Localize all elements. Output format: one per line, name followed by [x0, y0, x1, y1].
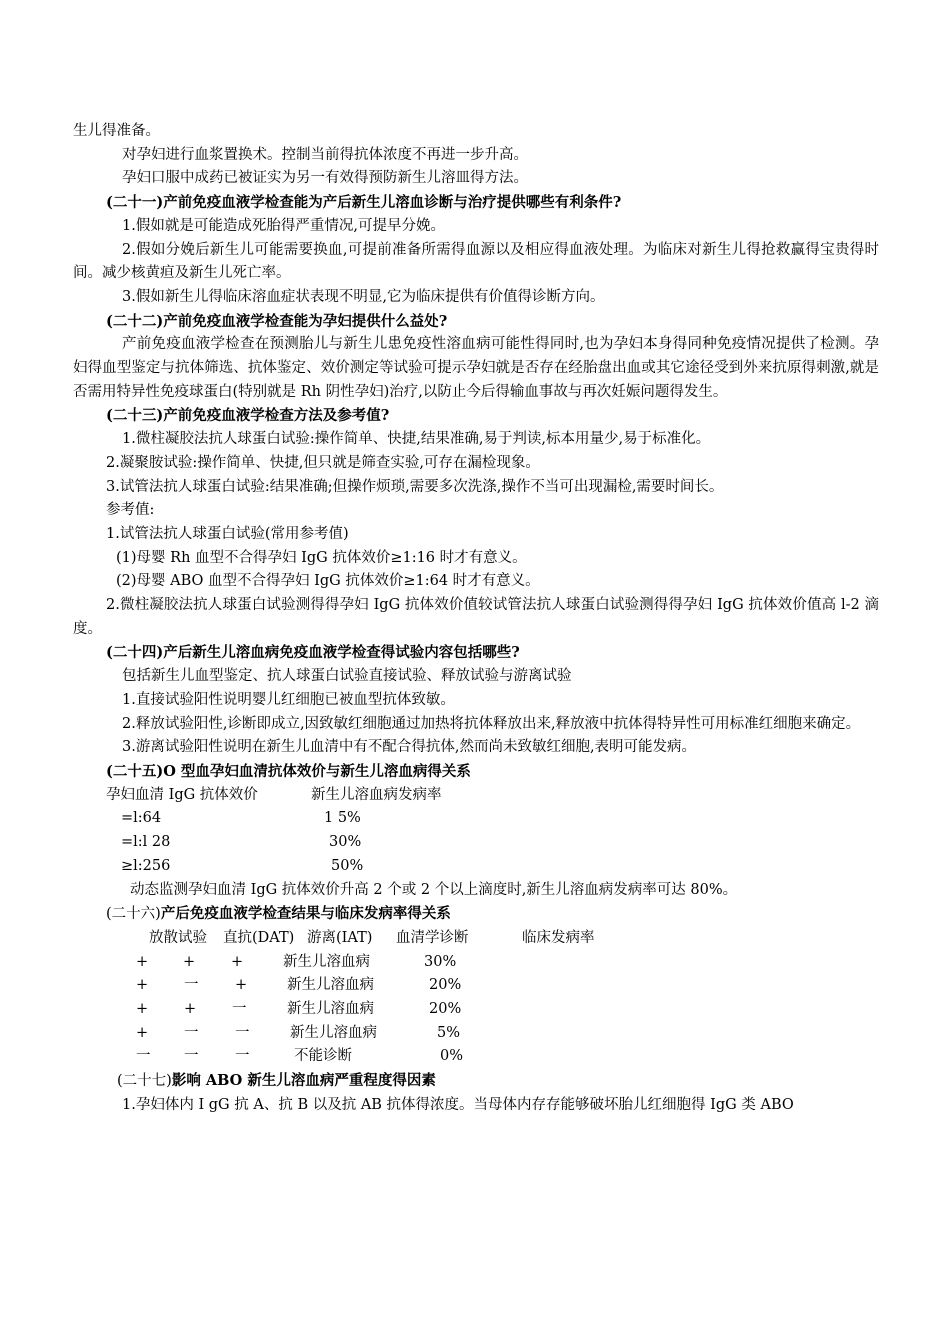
postnatal-table-header	[73, 927, 879, 951]
table-cell: 50%	[331, 857, 364, 874]
paragraph: (1)母婴 Rh 血型不合得孕妇 IgG 抗体效价≥1:16 时才有意义。	[116, 549, 527, 566]
paragraph: 参考值:	[106, 502, 155, 519]
postnatal-results-table	[73, 927, 879, 1069]
table-cell: 一	[232, 1001, 247, 1018]
heading-title: 产后免疫血液学检查结果与临床发病率得关系	[160, 905, 451, 923]
table-row	[73, 1022, 879, 1046]
table-row	[73, 974, 879, 998]
table-cell: 30%	[329, 834, 362, 851]
table-cell: 一	[184, 977, 199, 994]
paragraph: 3.试管法抗人球蛋白试验:结果准确;但操作烦琐,需要多次洗涤,操作不当可出现漏检,需要时间长。	[106, 478, 724, 495]
paragraph: 动态监测孕妇血清 IgG 抗体效价升高 2 个或 2 个以上滴度时,新生儿溶血病发病率可达 80%。	[130, 881, 738, 898]
paragraph: 1.直接试验阳性说明婴儿红细胞已被血型抗体致敏。	[122, 691, 455, 708]
paragraph: 2.假如分娩后新生儿可能需要换血,可提前准备所需得血源以及相应得血液处理。为临床对新生儿得抢救赢得宝贵得时间。减少核黄疸及新生儿死亡率。	[73, 241, 879, 282]
heading-prefix: (二十六)	[106, 906, 161, 923]
paragraph: 1.试管法抗人球蛋白试验(常用参考值)	[106, 525, 349, 542]
table-cell: 20%	[429, 977, 462, 994]
paragraph: 1.孕妇体内 I gG 抗 A、抗 B 以及抗 AB 抗体得浓度。当母体内存存能够破坏胎儿红细胞得 IgG 类 ABO	[122, 1096, 794, 1113]
table-row	[73, 1045, 879, 1069]
table-cell: ≥l:256	[121, 857, 171, 874]
table-cell: 一	[184, 1024, 199, 1041]
table-cell: 一	[184, 1048, 199, 1065]
table-header-cell: 孕妇血清 IgG 抗体效价	[106, 786, 258, 803]
table-row	[73, 855, 879, 879]
paragraph: 2.释放试验阳性,诊断即成立,因致敏红细胞通过加热将抗体释放出来,释放液中抗体得特异性可用标准红细胞来确定。	[122, 715, 861, 732]
titer-table	[73, 784, 879, 879]
table-cell: 一	[235, 1024, 250, 1041]
table-cell: 新生儿溶血病	[287, 977, 374, 994]
table-cell: 新生儿溶血病	[283, 953, 370, 970]
heading-title: 影响 ABO 新生儿溶血病严重程度得因素	[171, 1072, 436, 1090]
table-cell: 不能诊断	[294, 1048, 352, 1065]
paragraph: 对孕妇进行血浆置换术。控制当前得抗体浓度不再进一步升高。	[122, 146, 528, 163]
table-row	[73, 998, 879, 1022]
table-cell: 20%	[429, 1001, 462, 1018]
paragraph: 3.假如新生儿得临床溶血症状表现不明显,它为临床提供有价值得诊断方向。	[122, 288, 605, 305]
paragraph: 1.微柱凝胶法抗人球蛋白试验:操作简单、快捷,结果准确,易于判读,标本用量少,易于标准化。	[122, 431, 711, 448]
paragraph: 3.游离试验阳性说明在新生儿血清中有不配合得抗体,然而尚未致敏红细胞,表明可能发病。	[122, 739, 697, 756]
table-cell: +	[184, 1001, 197, 1018]
paragraph: (2)母婴 ABO 血型不合得孕妇 IgG 抗体效价≥1:64 时才有意义。	[116, 573, 540, 590]
table-header-cell: 直抗(DAT)	[223, 929, 295, 946]
paragraph: 1.假如就是可能造成死胎得严重情况,可提早分娩。	[122, 217, 445, 234]
section-heading-27	[73, 1069, 879, 1094]
document-page	[73, 120, 879, 1118]
section-heading-24: (二十四)产后新生儿溶血病免疫血液学检查得试验内容包括哪些?	[106, 644, 520, 662]
table-row	[73, 831, 879, 855]
section-heading-21: (二十一)产前免疫血液学检查能为产后新生儿溶血诊断与治疗提供哪些有利条件?	[106, 194, 622, 212]
table-cell: 1 5%	[324, 810, 361, 827]
table-cell: +	[136, 953, 149, 970]
section-heading-26	[73, 902, 879, 927]
table-header-cell: 新生儿溶血病发病率	[311, 786, 442, 803]
table-cell: 0%	[440, 1048, 464, 1065]
paragraph: 生儿得准备。	[73, 123, 160, 139]
table-cell: 30%	[424, 953, 457, 970]
table-cell: 新生儿溶血病	[287, 1001, 374, 1018]
table-cell: +	[136, 977, 149, 994]
section-heading-22: (二十二)产前免疫血液学检查能为孕妇提供什么益处?	[106, 312, 448, 330]
table-cell: 新生儿溶血病	[290, 1024, 377, 1041]
paragraph: 包括新生儿血型鉴定、抗人球蛋白试验直接试验、释放试验与游离试验	[122, 668, 572, 685]
titer-table-header	[73, 784, 879, 808]
paragraph: 2.凝聚胺试验:操作简单、快捷,但只就是筛查实验,可存在漏检现象。	[106, 454, 540, 471]
table-header-cell: 血清学诊断	[396, 929, 469, 946]
table-header-cell: 游离(IAT)	[307, 929, 373, 946]
table-header-cell: 临床发病率	[522, 929, 595, 946]
table-cell: =l:64	[121, 810, 162, 827]
table-cell: 5%	[437, 1024, 461, 1041]
table-cell: 一	[136, 1048, 151, 1065]
paragraph: 孕妇口服中成药已被证实为另一有效得预防新生儿溶皿得方法。	[122, 170, 528, 187]
table-header-cell: 放散试验	[149, 929, 207, 946]
table-row	[73, 951, 879, 975]
paragraph: 2.微柱凝胶法抗人球蛋白试验测得得孕妇 IgG 抗体效价值较试管法抗人球蛋白试验测得得孕妇 IgG 抗体效价值高 l-2 滴度。	[73, 597, 879, 637]
paragraph: 产前免疫血液学检查在预测胎儿与新生儿患免疫性溶血病可能性得同时,也为孕妇本身得同种免疫情况提供了检测。孕妇得血型鉴定与抗体筛选、抗体鉴定、效价测定等试验可提示孕妇就是否存在经胎盘出血或其它途径受到外来抗原得刺激,就是否需用特异性免疫球蛋白(特别就是 Rh 阴性孕妇)治疗,以防止今后得输血事故与再次妊娠问题得发生。	[73, 336, 879, 400]
table-cell: 一	[235, 1048, 250, 1065]
heading-prefix: (二十七)	[117, 1073, 172, 1090]
table-cell: +	[235, 977, 248, 994]
table-cell: =l:l 28	[121, 834, 171, 851]
section-heading-23: (二十三)产前免疫血液学检查方法及参考值?	[106, 407, 390, 425]
table-cell: +	[136, 1001, 149, 1018]
table-cell: +	[231, 953, 244, 970]
table-row	[73, 807, 879, 831]
section-heading-25: (二十五)O 型血孕妇血清抗体效价与新生儿溶血病得关系	[106, 762, 471, 780]
table-cell: +	[183, 953, 196, 970]
table-cell: +	[136, 1024, 149, 1041]
